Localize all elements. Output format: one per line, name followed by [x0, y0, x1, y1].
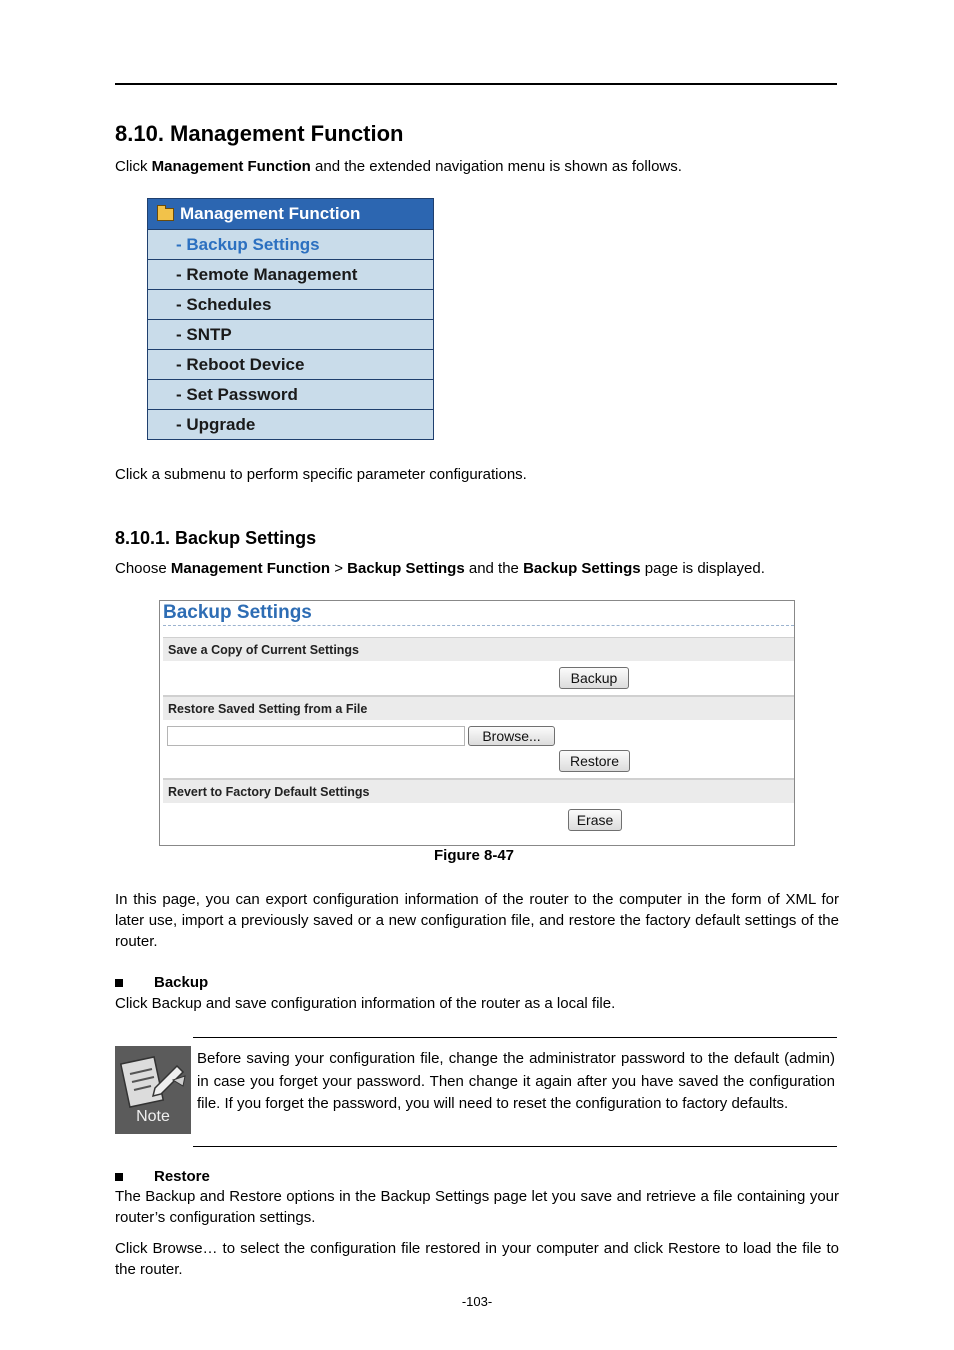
- save-section-body: [163, 661, 794, 696]
- note-bottom-rule: [193, 1146, 837, 1147]
- choose-text: >: [330, 560, 348, 577]
- menu-item-set-password[interactable]: - Set Password: [148, 380, 433, 409]
- restore-bullet-title: Restore: [154, 1168, 210, 1185]
- choose-paragraph: [115, 558, 839, 579]
- note-icon: [115, 1046, 191, 1134]
- restore-section-body: [163, 720, 794, 779]
- choose-text: Choose: [115, 560, 171, 577]
- browse-button[interactable]: Browse...: [468, 726, 555, 746]
- restore-section-header: Restore Saved Setting from a File: [163, 696, 794, 720]
- restore-button[interactable]: Restore: [559, 750, 630, 772]
- restore-paragraph-1: The Backup and Restore options in the Backup Settings page let you save and retrieve a file containing your router’s configuration settings.: [115, 1188, 839, 1226]
- backup-bullet: [115, 974, 208, 991]
- square-bullet-icon: [115, 1173, 123, 1181]
- choose-bold: Backup Settings: [347, 560, 465, 577]
- intro-text-end: and the extended navigation menu is shown as follows.: [310, 158, 682, 175]
- submenu-note: Click a submenu to perform specific parameter configurations.: [115, 466, 527, 483]
- note-top-rule: [193, 1037, 837, 1038]
- restore-bullet: [115, 1168, 210, 1185]
- page-number: -103-: [461, 1294, 493, 1309]
- subsection-heading: 8.10.1. Backup Settings: [115, 528, 317, 548]
- choose-bold: Backup Settings: [523, 560, 641, 577]
- menu-item-reboot-device[interactable]: - Reboot Device: [148, 350, 433, 379]
- title-divider: [163, 625, 794, 626]
- description-paragraph: In this page, you can export configuration information of the router to the computer in the form of XML for later use, import a previously saved or a new configuration file, and restore the factory default settings of the router.: [115, 891, 839, 950]
- backup-paragraph: Click Backup and save configuration information of the router as a local file.: [115, 995, 616, 1012]
- menu-item-backup-settings[interactable]: - Backup Settings: [148, 230, 433, 259]
- menu-item-upgrade[interactable]: - Upgrade: [148, 410, 433, 439]
- note-text: Before saving your configuration file, change the administrator password to the default (admin) in case you forget your password. Then change it again after you have saved the configuration file. If you forget the password, you will need to reset the configuration to factory defaults.: [197, 1050, 835, 1112]
- section-heading: 8.10. Management Function: [115, 121, 404, 146]
- intro-text: Click: [115, 158, 152, 175]
- restore-paragraph-2: Click Browse… to select the configuration file restored in your computer and click Restore to load the file to the router.: [115, 1240, 839, 1278]
- choose-text: and the: [464, 560, 524, 577]
- file-path-input[interactable]: [167, 726, 465, 746]
- choose-bold: Management Function: [170, 560, 331, 577]
- factory-section-body: [163, 803, 794, 837]
- panel-title: Backup Settings: [163, 602, 312, 623]
- menu-item-schedules[interactable]: - Schedules: [148, 290, 433, 319]
- intro-paragraph: [115, 156, 839, 177]
- choose-text: page is displayed.: [640, 560, 765, 577]
- management-function-menu: [147, 198, 434, 440]
- menu-title: Management Function: [180, 204, 361, 223]
- note-icon-label: Note: [136, 1108, 170, 1125]
- folder-icon: [157, 208, 174, 221]
- save-section-header: Save a Copy of Current Settings: [163, 637, 794, 661]
- menu-item-remote-management[interactable]: - Remote Management: [148, 260, 433, 289]
- backup-settings-panel: [159, 600, 795, 846]
- menu-header[interactable]: [148, 199, 433, 229]
- erase-button[interactable]: Erase: [568, 809, 622, 831]
- factory-section-header: Revert to Factory Default Settings: [163, 779, 794, 803]
- backup-button[interactable]: Backup: [559, 667, 629, 689]
- figure-caption: Figure 8-47: [434, 847, 515, 864]
- header-rule: [115, 83, 837, 85]
- intro-bold: Management Function: [151, 158, 311, 175]
- square-bullet-icon: [115, 979, 123, 987]
- backup-bullet-title: Backup: [154, 974, 209, 991]
- menu-item-sntp[interactable]: - SNTP: [148, 320, 433, 349]
